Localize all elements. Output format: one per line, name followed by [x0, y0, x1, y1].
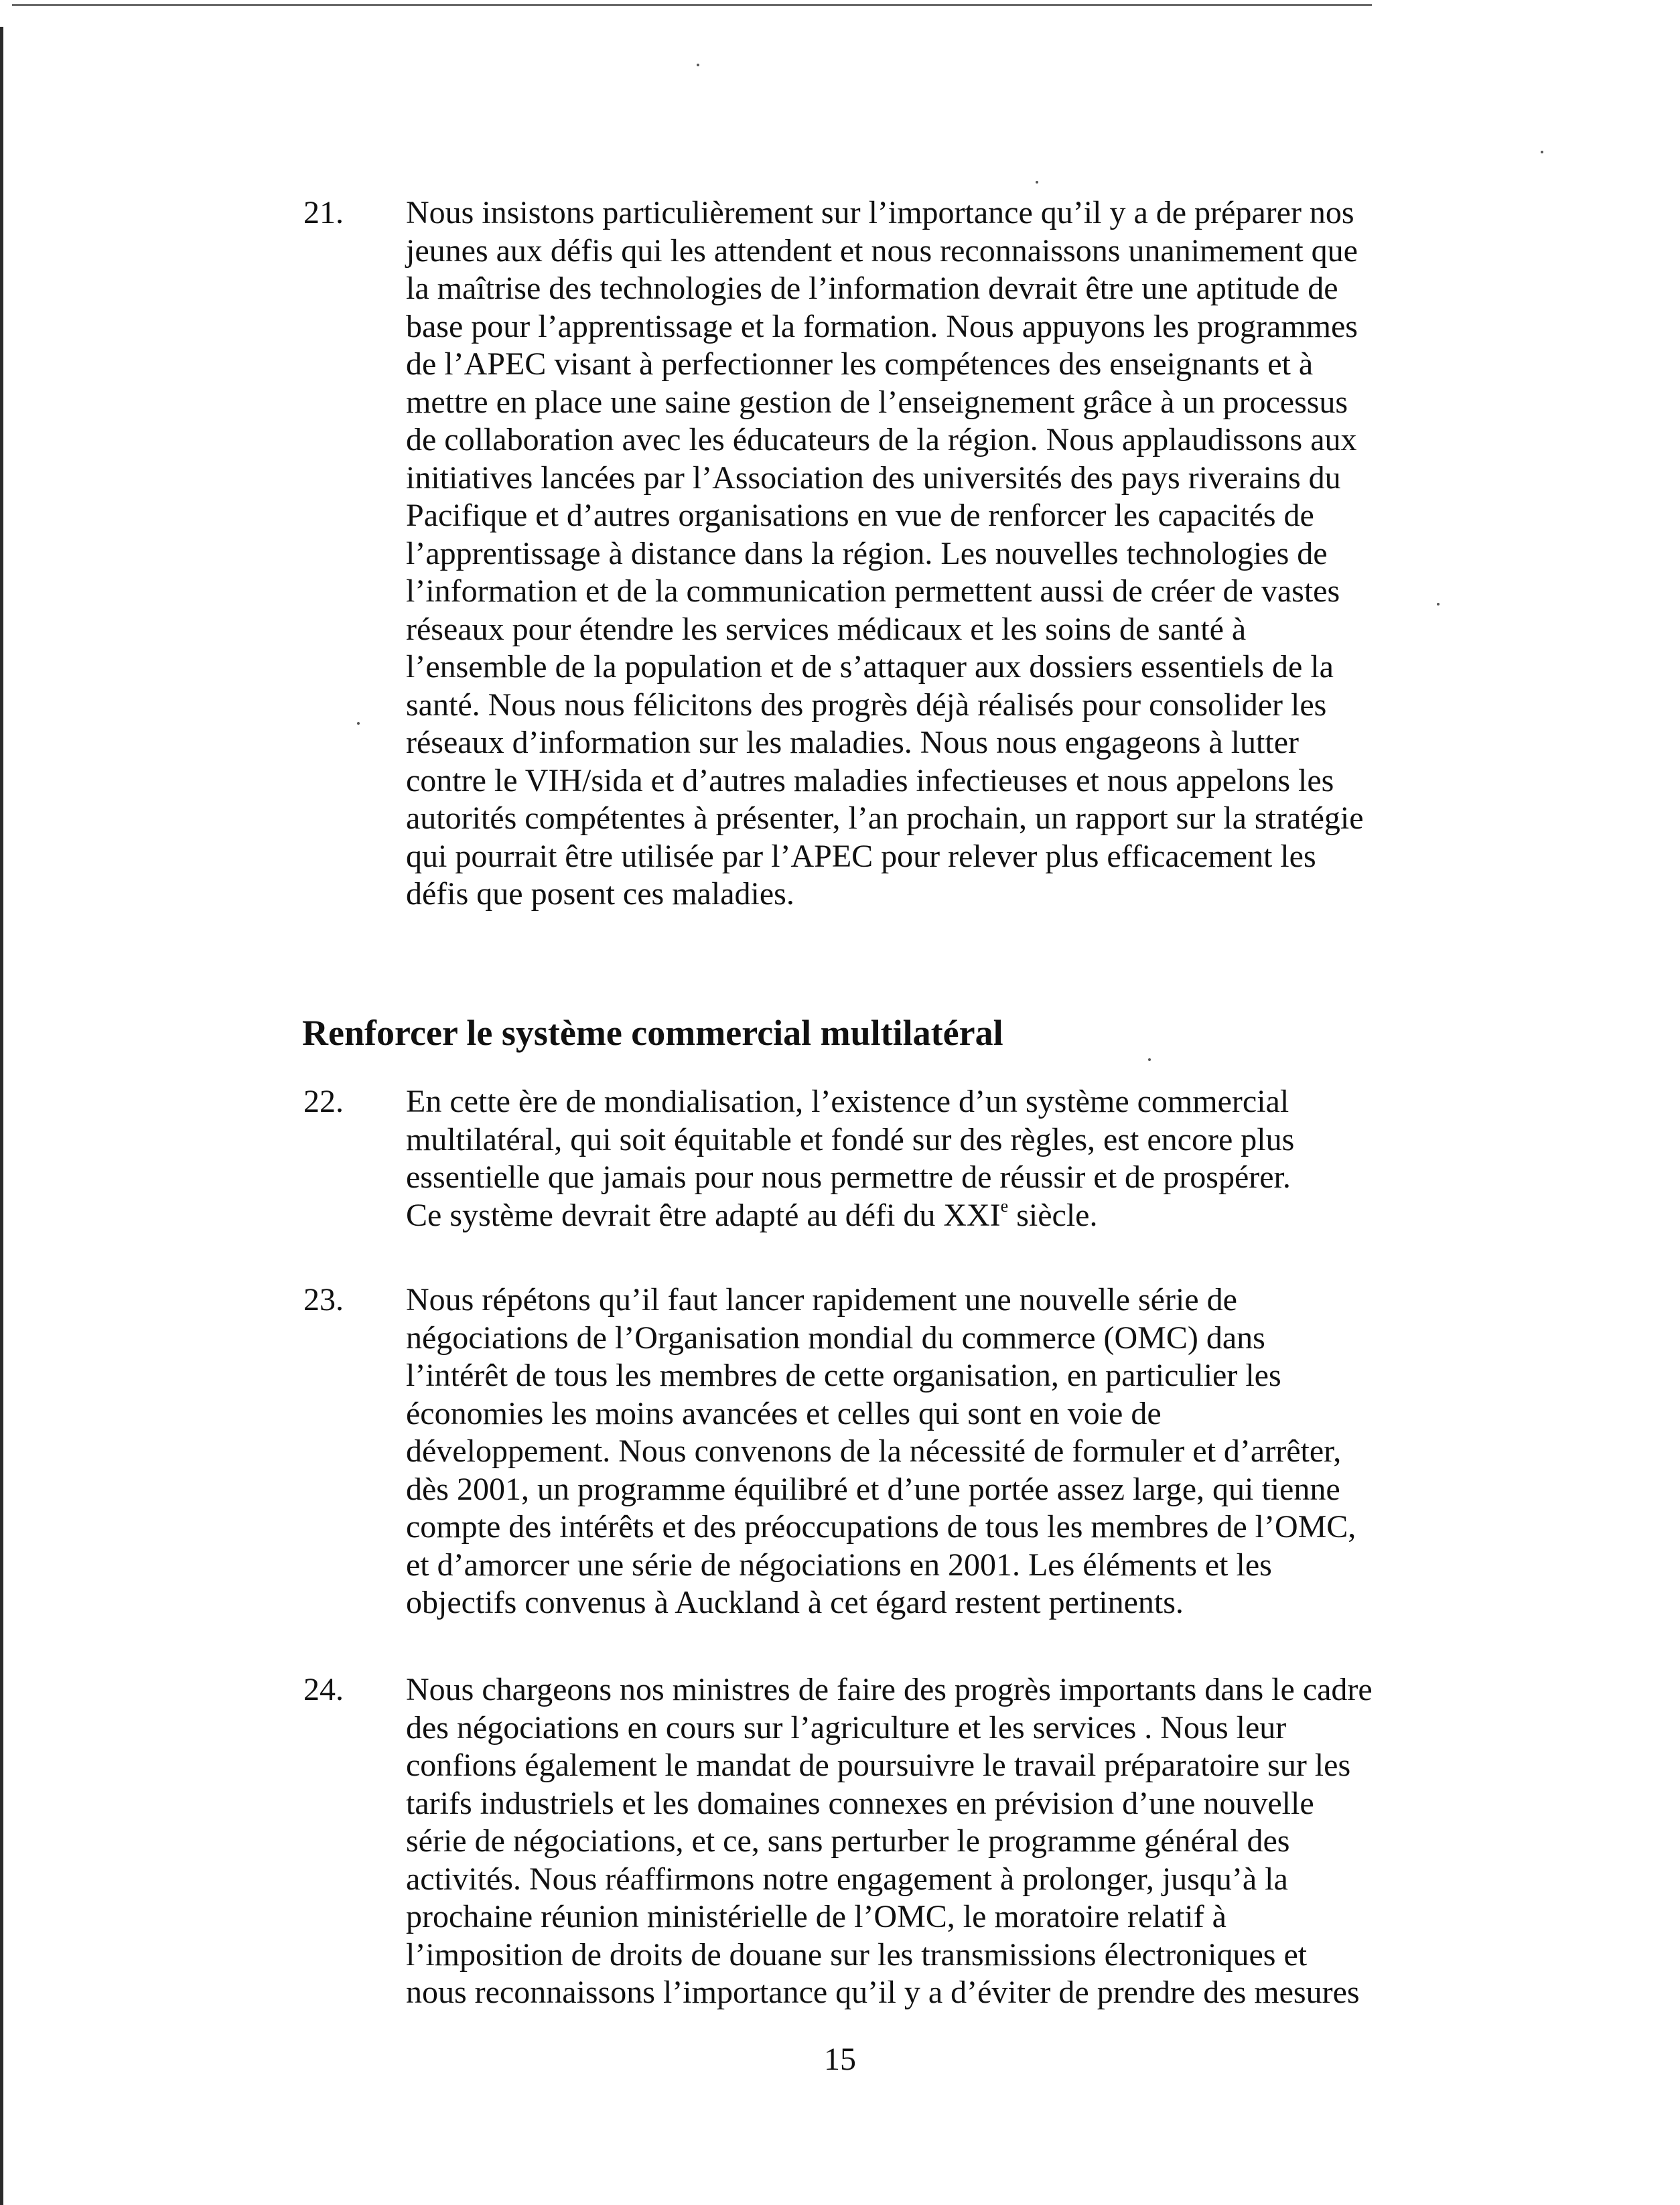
section-heading: Renforcer le système commercial multilatéral [302, 1013, 1003, 1053]
scan-left-edge [0, 27, 3, 2205]
paragraph-text: Nous répétons qu’il faut lancer rapidement une nouvelle série de négociations de l’Organisation mondial du commerce (OMC) dans l’intérêt de tous les membres de cette organisation, en particulier les économies les moins avancées et celles qui sont en voie de développement. Nous convenons de la nécessité de formuler et d’arrêter, dès 2001, un programme équilibré et d’une portée assez large, qui tienne compte des intérêts et des préoccupations de tous les membres de l’OMC, et d’amorcer une série de négociations en 2001. Les éléments et les objectifs convenus à Auckland à cet égard restent pertinents. [406, 1282, 1356, 1620]
paragraph-text-tail: siècle. [1008, 1197, 1098, 1233]
paragraph-number: 24. [303, 1672, 344, 1707]
scan-speck [1036, 181, 1038, 184]
paragraph-text [406, 1083, 1456, 1234]
paragraph-24 [303, 1671, 1456, 2012]
paragraph-number: 22. [303, 1084, 344, 1119]
superscript: e [1000, 1196, 1009, 1216]
paragraph-21 [303, 194, 1456, 914]
paragraph-number: 23. [303, 1282, 344, 1318]
scan-speck [1148, 1058, 1151, 1061]
paragraph-text-main: En cette ère de mondialisation, l’existence d’un système commercial multilatéral, qui soit équitable et fondé sur des règles, est encore plus essentielle que jamais pour nous permettre de réussir et de prospérer. Ce système devrait être adapté au défi du XXI [406, 1084, 1295, 1233]
paragraph-23 [303, 1281, 1456, 1622]
paragraph-number: 21. [303, 195, 344, 230]
paragraph-text: Nous chargeons nos ministres de faire des progrès importants dans le cadre des négociations en cours sur l’agriculture et les services . Nous leur confions également le mandat de poursuivre le travail préparatoire sur les tarifs industriels et les domaines connexes en prévision d’une nouvelle série de négociations, et ce, sans perturber le programme général des activités. Nous réaffirmons notre engagement à prolonger, jusqu’à la prochaine réunion ministérielle de l’OMC, le moratoire relatif à l’imposition de droits de douane sur les transmissions électroniques et nous reconnaissons l’importance qu’il y a d’éviter de prendre des mesures [406, 1672, 1373, 2010]
paragraph-text: Nous insistons particulièrement sur l’importance qu’il y a de préparer nos jeunes aux défis qui les attendent et nous reconnaissons unanimement que la maîtrise des technologies de l’information devrait être une aptitude de base pour l’apprentissage et la formation. Nous appuyons les programmes de l’APEC visant à perfectionner les compétences des enseignants et à mettre en place une saine gestion de l’enseignement grâce à un processus de collaboration avec les éducateurs de la région. Nous applaudissons aux initiatives lancées par l’Association des universités des pays riverains du Pacifique et d’autres organisations en vue de renforcer les capacités de l’apprentissage à distance dans la région. Les nouvelles technologies de l’information et de la communication permettent aussi de créer de vastes réseaux pour étendre les services médicaux et les soins de santé à l’ensemble de la population et de s’attaquer aux dossiers essentiels de la santé. Nous nous félicitons des progrès déjà réalisés pour consolider les réseaux d’information sur les maladies. Nous nous engageons à lutter contre le VIH/sida et d’autres maladies infectieuses et nous appelons les autorités compétentes à présenter, l’an prochain, un rapport sur la stratégie qui pourrait être utilisée par l’APEC pour relever plus efficacement les défis que posent ces maladies. [406, 195, 1364, 912]
scan-top-rule [12, 4, 1372, 6]
page-number: 15 [824, 2042, 856, 2077]
paragraph-22 [303, 1083, 1456, 1234]
scan-speck [697, 64, 699, 66]
scan-speck [1541, 151, 1543, 153]
